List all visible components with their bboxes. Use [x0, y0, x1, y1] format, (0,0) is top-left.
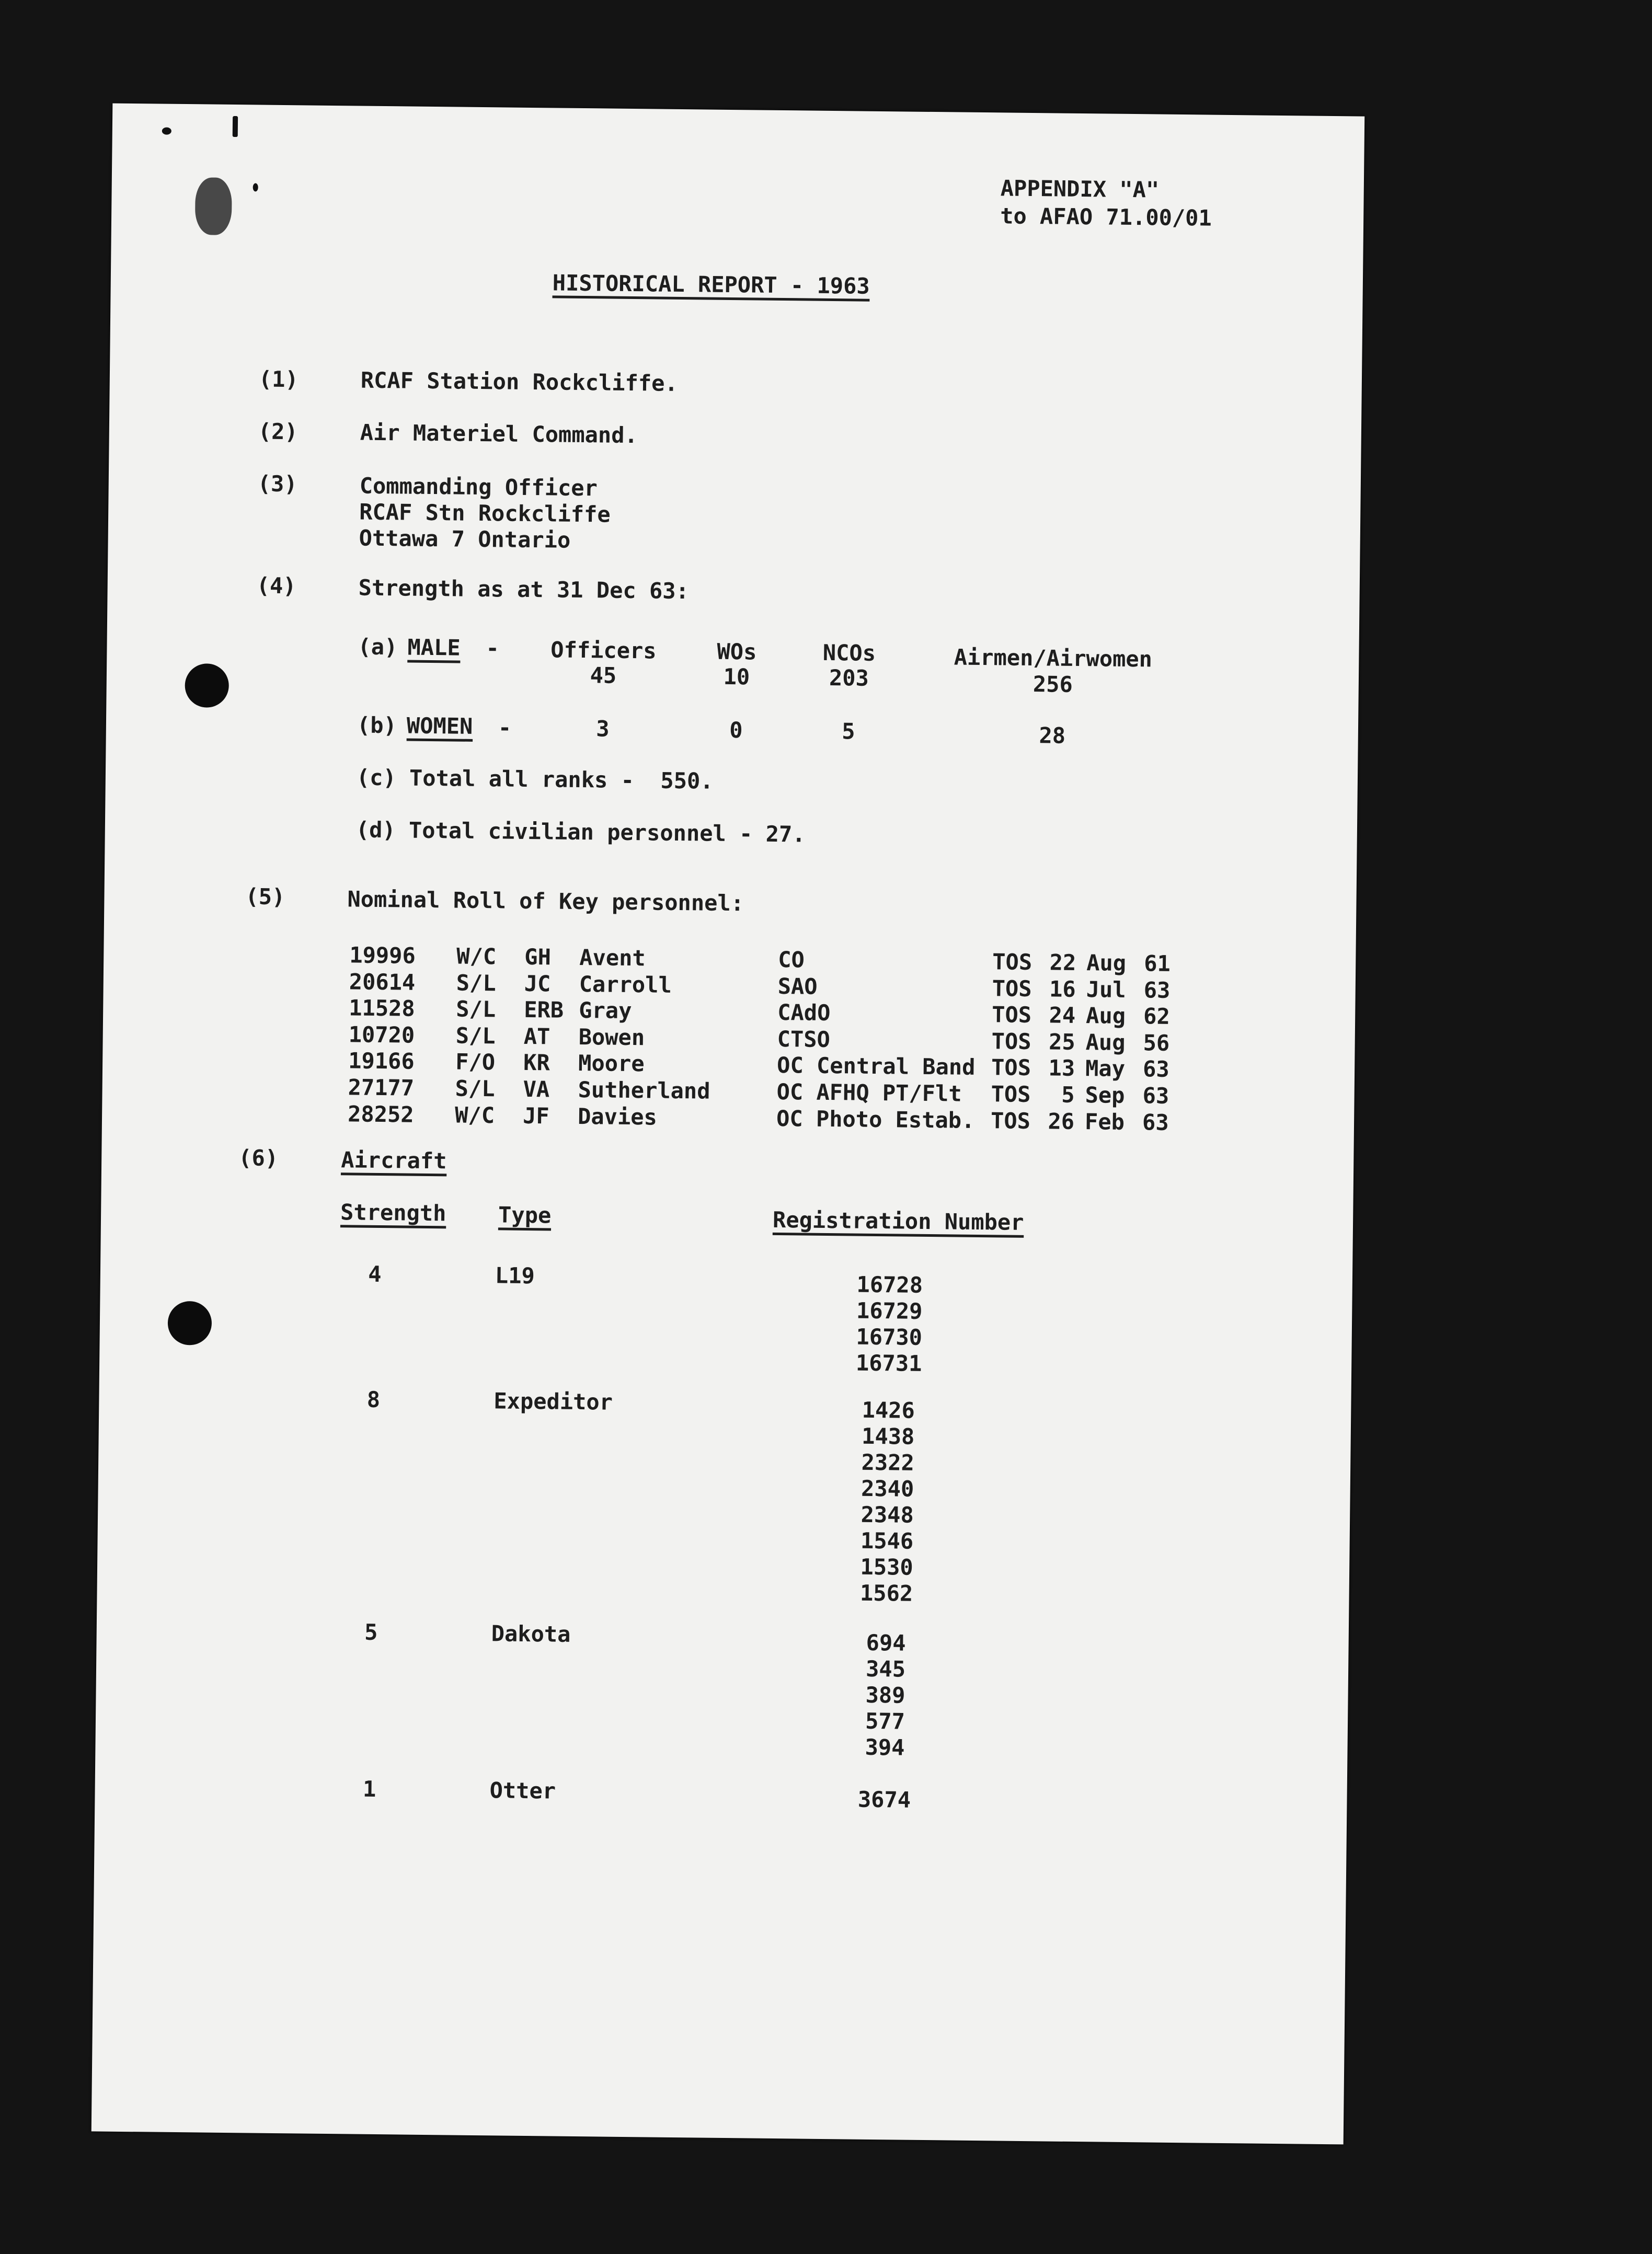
roll-rank: S/L [455, 1075, 495, 1102]
roll-no: 10720 [348, 1021, 415, 1048]
aircraft-strength: 5 [364, 1619, 378, 1646]
item-5-number: (5) [245, 883, 285, 910]
roll-tos: TOS [992, 949, 1032, 975]
roll-tos: TOS [991, 1081, 1031, 1108]
women-airmen: 28 [1039, 722, 1066, 749]
roll-init: JF [522, 1102, 549, 1129]
ink-speck [253, 183, 258, 191]
roll-yr: 63 [1142, 1083, 1169, 1109]
women-wos: 0 [729, 717, 743, 743]
registration-number: 1530 [860, 1554, 913, 1580]
women-prefix: (b) [357, 712, 397, 739]
roll-post: OC Central Band [776, 1052, 976, 1080]
aircraft-strength: 4 [368, 1261, 382, 1287]
roll-rank: W/C [454, 1102, 495, 1128]
aircraft-type: Expeditor [494, 1388, 613, 1415]
item-4-text: Strength as at 31 Dec 63: [358, 574, 690, 604]
roll-mon: Sep [1085, 1082, 1125, 1108]
registration-number: 16728 [856, 1271, 923, 1298]
total-all-ranks: (c) Total all ranks - 550. [356, 764, 714, 794]
roll-yr: 63 [1142, 1109, 1169, 1135]
male-wos: 10 [723, 663, 750, 690]
male-officers: 45 [590, 662, 617, 688]
registration-number: 1562 [859, 1580, 913, 1606]
header-wos: WOs [717, 638, 757, 665]
women-ncos: 5 [841, 718, 855, 744]
roll-name: Gray [579, 997, 632, 1024]
roll-day: 16 [1049, 976, 1076, 1002]
aircraft-heading: Aircraft [340, 1147, 447, 1174]
roll-yr: 63 [1142, 1056, 1169, 1083]
registration-number: 2348 [861, 1501, 914, 1528]
roll-init: GH [524, 944, 552, 970]
roll-init: ERB [524, 997, 564, 1023]
women-officers: 3 [595, 716, 610, 742]
item-1-number: (1) [258, 366, 299, 393]
total-civilian: (d) Total civilian personnel - 27. [355, 816, 806, 847]
roll-init: AT [523, 1023, 550, 1050]
roll-init: KR [523, 1050, 550, 1076]
roll-name: Davies [577, 1103, 658, 1130]
roll-post: SAO [777, 973, 818, 999]
roll-no: 11528 [349, 995, 415, 1021]
column-registration: Registration Number [772, 1206, 1024, 1235]
roll-post: CAdO [777, 999, 831, 1026]
roll-day: 5 [1061, 1082, 1075, 1108]
registration-number: 2340 [861, 1475, 914, 1502]
punch-hole [185, 663, 229, 708]
roll-tos: TOS [991, 1028, 1031, 1054]
punch-hole [168, 1301, 212, 1346]
aircraft-type: Otter [489, 1777, 556, 1804]
roll-day: 13 [1048, 1055, 1075, 1082]
registration-number: 16730 [856, 1324, 923, 1350]
registration-number: 577 [865, 1708, 905, 1734]
women-dash: - [498, 715, 512, 741]
column-strength: Strength [340, 1199, 446, 1226]
ink-blot [195, 177, 232, 235]
ink-speck [162, 128, 171, 135]
male-ncos: 203 [829, 664, 869, 691]
roll-rank: W/C [456, 943, 497, 970]
item-6-number: (6) [238, 1145, 279, 1171]
item-2-number: (2) [258, 418, 298, 445]
registration-number: 1438 [861, 1423, 915, 1450]
registration-number: 394 [865, 1734, 905, 1761]
roll-post: CTSO [777, 1026, 831, 1052]
male-dash: - [486, 635, 500, 661]
item-3-number: (3) [257, 470, 297, 497]
registration-number: 16731 [855, 1350, 922, 1376]
roll-mon: Jul [1086, 976, 1126, 1003]
registration-number: 2322 [861, 1449, 915, 1476]
male-label: MALE [407, 634, 461, 661]
item-3-line-1: Commanding Officer [359, 473, 598, 501]
nominal-roll-heading: Nominal Roll of Key personnel: [347, 886, 744, 916]
roll-day: 25 [1048, 1029, 1075, 1055]
roll-rank: S/L [455, 1022, 496, 1049]
item-3-line-3: Ottawa 7 Ontario [359, 525, 571, 553]
roll-init: VA [523, 1076, 550, 1102]
roll-no: 20614 [349, 968, 416, 995]
registration-number: 389 [865, 1682, 905, 1708]
roll-name: Moore [578, 1050, 645, 1077]
aircraft-strength: 1 [362, 1776, 376, 1802]
registration-number: 1546 [860, 1527, 914, 1554]
roll-day: 22 [1049, 949, 1076, 975]
registration-number: 345 [865, 1655, 906, 1682]
roll-mon: Aug [1085, 1029, 1126, 1055]
column-type: Type [498, 1202, 552, 1228]
ink-speck [233, 116, 238, 137]
male-airmen: 256 [1032, 671, 1073, 697]
roll-rank: S/L [456, 996, 496, 1022]
registration-number: 1426 [862, 1397, 915, 1423]
aircraft-type: L19 [495, 1262, 535, 1289]
roll-mon: Aug [1085, 1003, 1126, 1029]
aircraft-type: Dakota [491, 1620, 571, 1647]
header-airmen: Airmen/Airwomen [954, 644, 1153, 672]
male-prefix: (a) [358, 634, 398, 660]
header-ncos: NCOs [822, 639, 876, 666]
item-3-line-2: RCAF Stn Rockcliffe [359, 499, 611, 527]
roll-init: JC [524, 970, 551, 997]
roll-name: Avent [579, 945, 646, 971]
registration-number: 3674 [857, 1786, 911, 1813]
roll-tos: TOS [991, 1054, 1031, 1081]
roll-day: 26 [1048, 1108, 1075, 1134]
registration-number: 694 [866, 1629, 906, 1656]
roll-no: 28252 [347, 1100, 414, 1128]
roll-mon: May [1085, 1055, 1126, 1082]
roll-yr: 56 [1143, 1030, 1170, 1056]
roll-yr: 62 [1143, 1003, 1171, 1030]
item-4-number: (4) [256, 572, 296, 599]
roll-post: CO [778, 946, 805, 973]
appendix-line-1: APPENDIX "A" [1000, 175, 1160, 203]
document-page [91, 104, 1364, 2145]
roll-rank: F/O [455, 1049, 496, 1075]
roll-post: OC Photo Estab. [776, 1105, 975, 1133]
roll-mon: Aug [1086, 950, 1127, 976]
item-2-text: Air Materiel Command. [360, 419, 638, 448]
roll-yr: 61 [1144, 950, 1171, 976]
roll-day: 24 [1049, 1002, 1076, 1029]
roll-no: 19996 [349, 942, 416, 969]
roll-no: 19166 [348, 1048, 415, 1075]
roll-mon: Feb [1084, 1108, 1125, 1135]
aircraft-strength: 8 [366, 1386, 381, 1413]
roll-tos: TOS [992, 975, 1032, 1002]
registration-number: 16729 [856, 1297, 923, 1324]
item-1-text: RCAF Station Rockcliffe. [360, 367, 678, 396]
women-label: WOMEN [406, 712, 473, 739]
roll-post: OC AFHQ PT/Flt [776, 1078, 962, 1107]
roll-no: 27177 [348, 1074, 415, 1101]
appendix-line-2: to AFAO 71.00/01 [1000, 203, 1212, 231]
roll-name: Carroll [579, 971, 672, 998]
roll-name: Bowen [578, 1024, 645, 1051]
roll-tos: TOS [990, 1107, 1031, 1134]
roll-tos: TOS [991, 1002, 1032, 1028]
header-officers: Officers [550, 637, 657, 664]
roll-rank: S/L [456, 970, 496, 996]
roll-yr: 63 [1143, 976, 1171, 1003]
page-title: HISTORICAL REPORT - 1963 [552, 270, 870, 299]
roll-name: Sutherland [578, 1076, 710, 1104]
